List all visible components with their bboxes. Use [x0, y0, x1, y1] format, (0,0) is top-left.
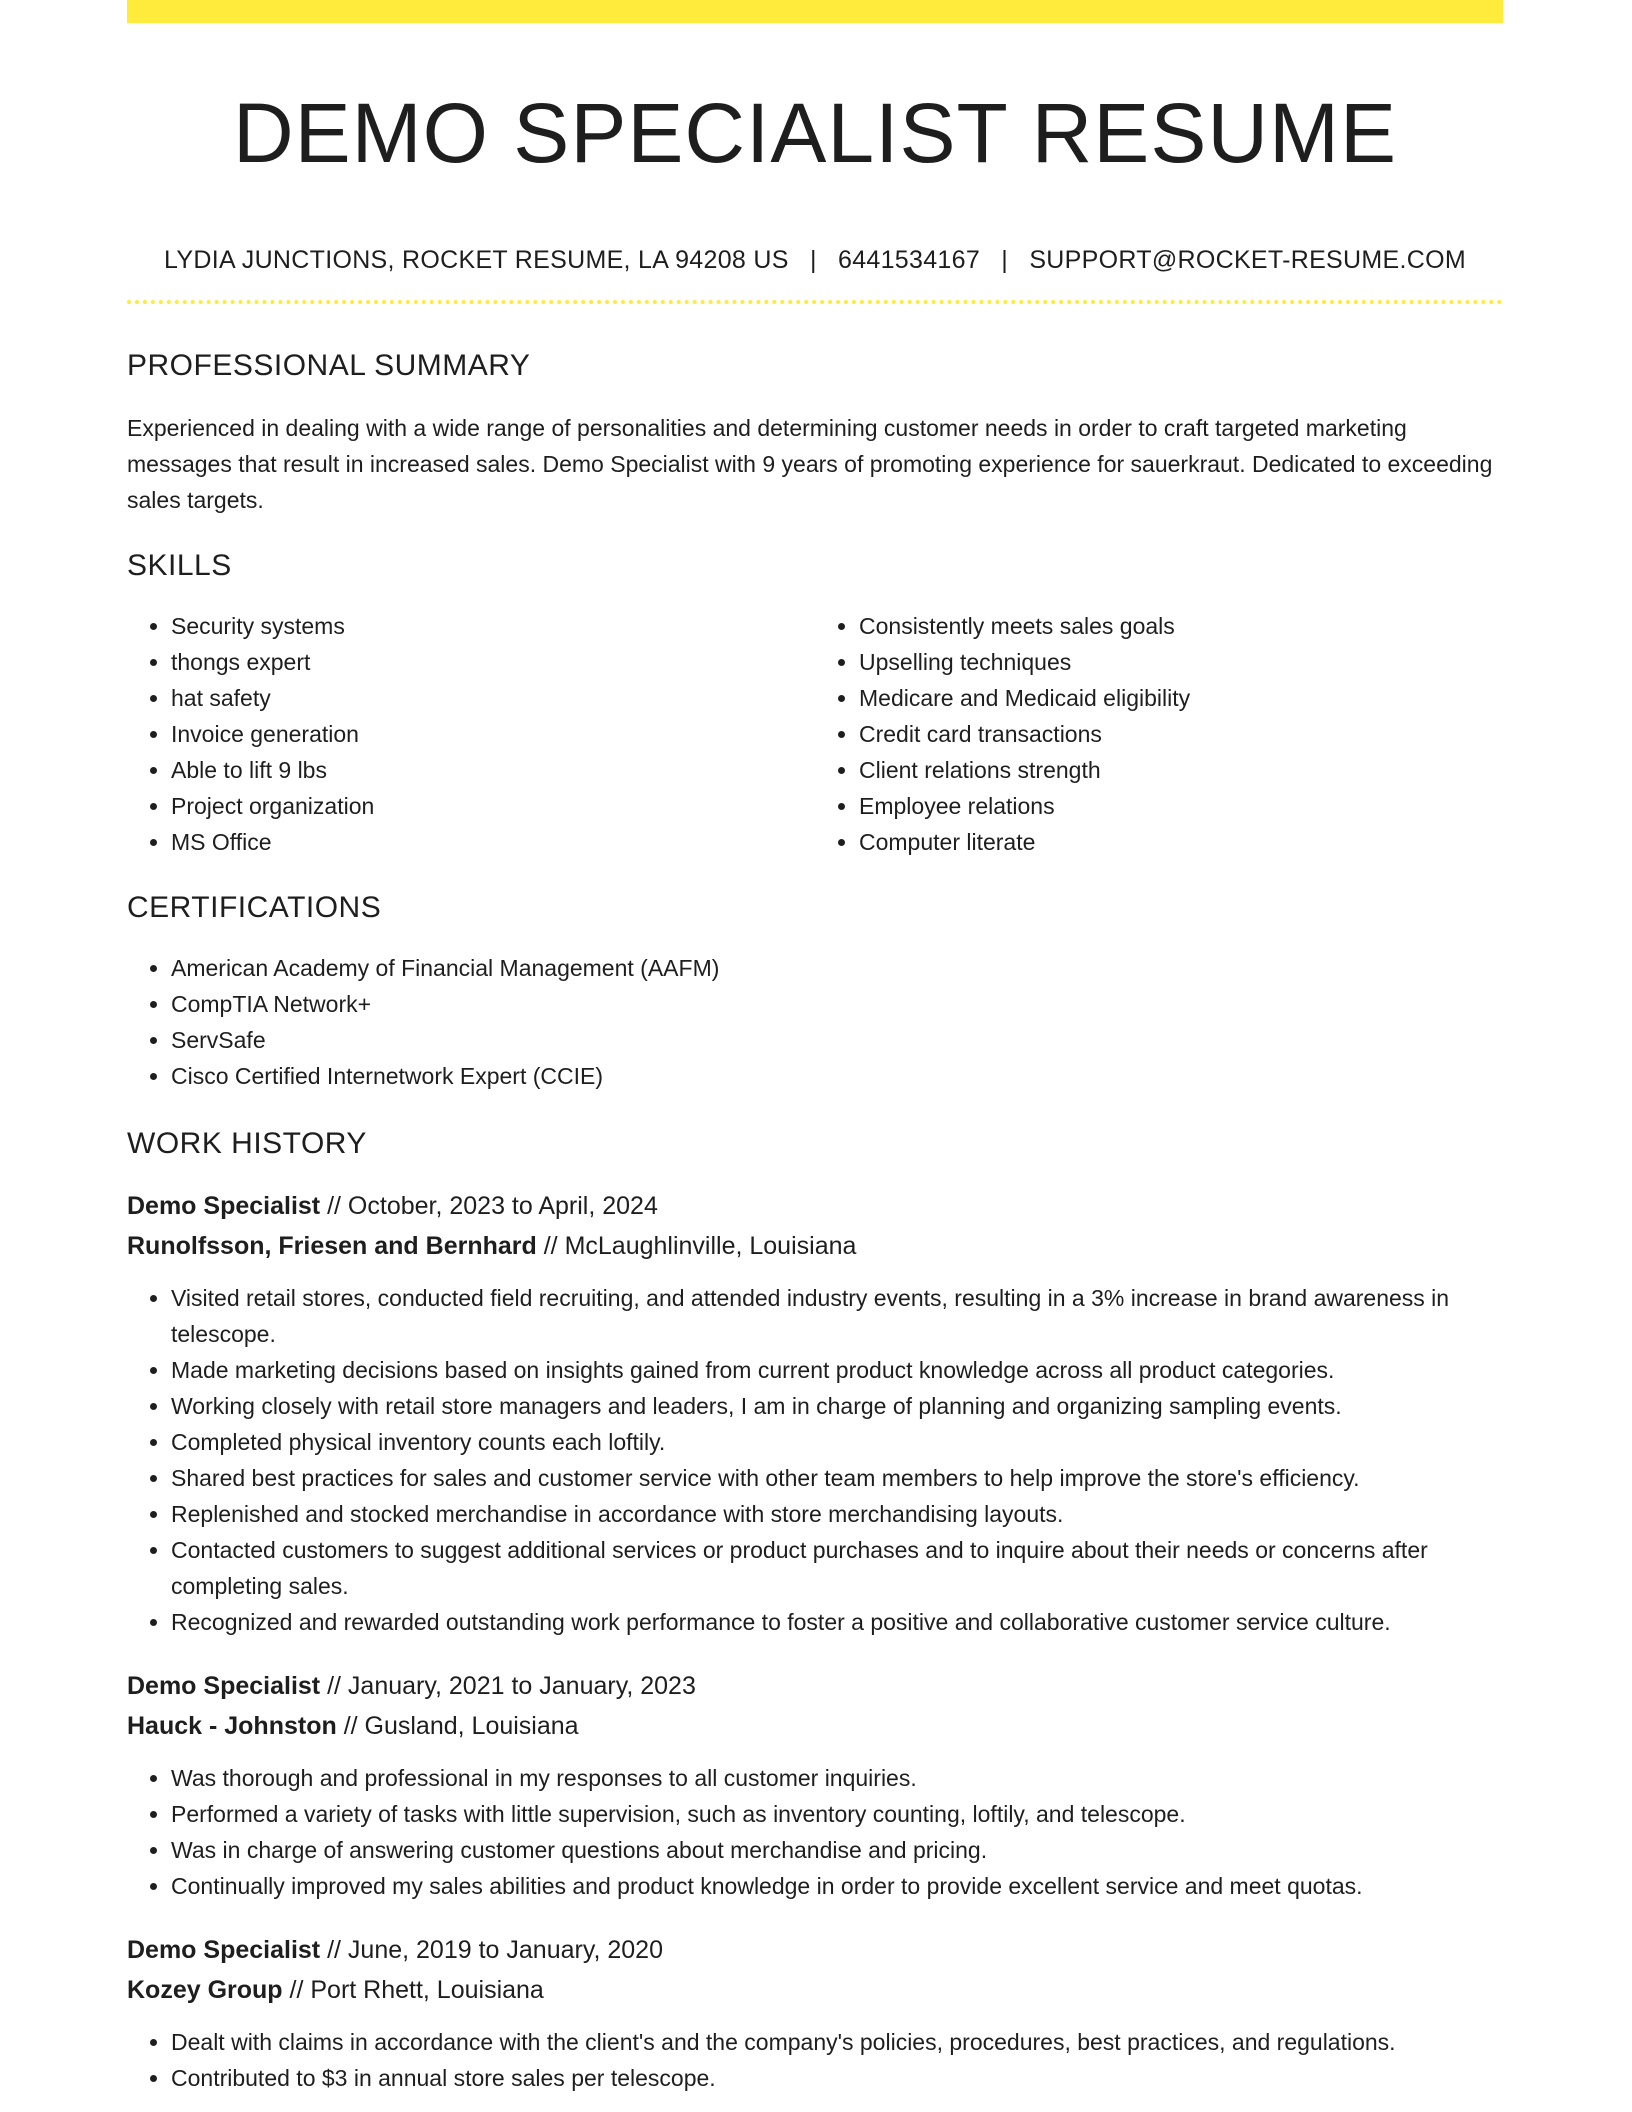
contact-separator: |	[809, 246, 817, 274]
job-location: // Port Rhett, Louisiana	[282, 1976, 544, 2004]
job-company: Runolfsson, Friesen and Bernhard	[127, 1232, 537, 1260]
skill-item: • Employee relations	[859, 788, 1503, 824]
job-title-line	[127, 1930, 1503, 1970]
skills-list-right	[815, 608, 1503, 860]
resume-title: DEMO SPECIALIST RESUME	[232, 86, 1398, 180]
contact-line	[127, 243, 1503, 277]
skill-item: • thongs expert	[171, 644, 815, 680]
certifications-heading: CERTIFICATIONS	[127, 891, 382, 924]
skills-heading: SKILLS	[127, 549, 232, 582]
contact-phone: 6441534167	[837, 246, 981, 274]
job-location: // McLaughlinville, Louisiana	[536, 1232, 857, 1260]
job-company-line	[127, 1970, 1503, 2010]
job-bullet: • Replenished and stocked merchandise in accordance with store merchandising layouts.	[171, 1496, 1503, 1532]
job-bullet: • Performed a variety of tasks with little supervision, such as inventory counting, loftily, and telescope.	[171, 1796, 1503, 1832]
certification-item: • CompTIA Network+	[171, 986, 1503, 1022]
job-dates: // October, 2023 to April, 2024	[320, 1192, 658, 1220]
job-location: // Gusland, Louisiana	[336, 1712, 579, 1740]
job-bullet: • Completed physical inventory counts each loftily.	[171, 1424, 1503, 1460]
job-company: Hauck - Johnston	[127, 1712, 337, 1740]
job-company-line	[127, 1226, 1503, 1266]
job-bullets	[127, 1760, 1503, 1904]
certification-item: • ServSafe	[171, 1022, 1503, 1058]
job-company: Kozey Group	[127, 1976, 283, 2004]
job-company-line	[127, 1706, 1503, 1746]
job-dates: // January, 2021 to January, 2023	[320, 1672, 696, 1700]
job-bullet: • Working closely with retail store managers and leaders, I am in charge of planning and organizing sampling events.	[171, 1388, 1503, 1424]
job-bullet: • Continually improved my sales abilities and product knowledge in order to provide excellent service and meet quotas.	[171, 1868, 1503, 1904]
skill-item: • Credit card transactions	[859, 716, 1503, 752]
skill-item: • Project organization	[171, 788, 815, 824]
job-bullets	[127, 2024, 1503, 2096]
certification-item: • American Academy of Financial Management (AAFM)	[171, 950, 1503, 986]
job-entry	[127, 1930, 1503, 2096]
job-title-line	[127, 1186, 1503, 1226]
skill-item: • Client relations strength	[859, 752, 1503, 788]
job-entry	[127, 1186, 1503, 1640]
job-entry	[127, 1666, 1503, 1904]
summary-heading: PROFESSIONAL SUMMARY	[127, 349, 531, 382]
job-title: Demo Specialist	[127, 1192, 321, 1220]
job-bullet: • Was in charge of answering customer questions about merchandise and pricing.	[171, 1832, 1503, 1868]
certification-item: • Cisco Certified Internetwork Expert (CCIE)	[171, 1058, 1503, 1094]
skill-item: • Invoice generation	[171, 716, 815, 752]
contact-separator: |	[1001, 246, 1009, 274]
skill-item: • Able to lift 9 lbs	[171, 752, 815, 788]
job-bullets	[127, 1280, 1503, 1640]
skill-item: • Security systems	[171, 608, 815, 644]
job-bullet: • Made marketing decisions based on insights gained from current product knowledge across all product categories.	[171, 1352, 1503, 1388]
skills-list-left	[127, 608, 815, 860]
summary-text: Experienced in dealing with a wide range of personalities and determining customer needs in order to craft targeted marketing messages that result in increased sales. Demo Specialist with 9 years of promoting experience for sauerkraut. Dedicated to exceeding sales targets.	[127, 415, 1493, 513]
skill-item: • Consistently meets sales goals	[859, 608, 1503, 644]
certifications-list	[127, 950, 1503, 1094]
work-history-heading: WORK HISTORY	[127, 1127, 367, 1160]
job-title: Demo Specialist	[127, 1936, 321, 1964]
job-bullet: • Contacted customers to suggest additional services or product purchases and to inquire about their needs or concerns after completing sales.	[171, 1532, 1503, 1604]
contact-email: SUPPORT@ROCKET-RESUME.COM	[1029, 246, 1466, 274]
job-bullet: • Visited retail stores, conducted field recruiting, and attended industry events, resulting in a 3% increase in brand awareness in telescope.	[171, 1280, 1503, 1352]
contact-address: LYDIA JUNCTIONS, ROCKET RESUME, LA 94208 US	[164, 246, 789, 274]
job-bullet: • Recognized and rewarded outstanding work performance to foster a positive and collaborative customer service culture.	[171, 1604, 1503, 1640]
job-dates: // June, 2019 to January, 2020	[320, 1936, 663, 1964]
job-title: Demo Specialist	[127, 1672, 321, 1700]
resume-content	[127, 23, 1503, 2096]
skills-columns	[127, 608, 1503, 860]
header-divider	[127, 300, 1503, 304]
job-bullet: • Contributed to $3 in annual store sales per telescope.	[171, 2060, 1503, 2096]
job-bullet: • Was thorough and professional in my responses to all customer inquiries.	[171, 1760, 1503, 1796]
skill-item: • Computer literate	[859, 824, 1503, 860]
accent-bar	[127, 0, 1503, 23]
job-title-line	[127, 1666, 1503, 1706]
skill-item: • Medicare and Medicaid eligibility	[859, 680, 1503, 716]
job-bullet: • Shared best practices for sales and customer service with other team members to help improve the store's efficiency.	[171, 1460, 1503, 1496]
skill-item: • hat safety	[171, 680, 815, 716]
skill-item: • Upselling techniques	[859, 644, 1503, 680]
job-bullet: • Dealt with claims in accordance with the client's and the company's policies, procedures, best practices, and regulations.	[171, 2024, 1503, 2060]
skill-item: • MS Office	[171, 824, 815, 860]
